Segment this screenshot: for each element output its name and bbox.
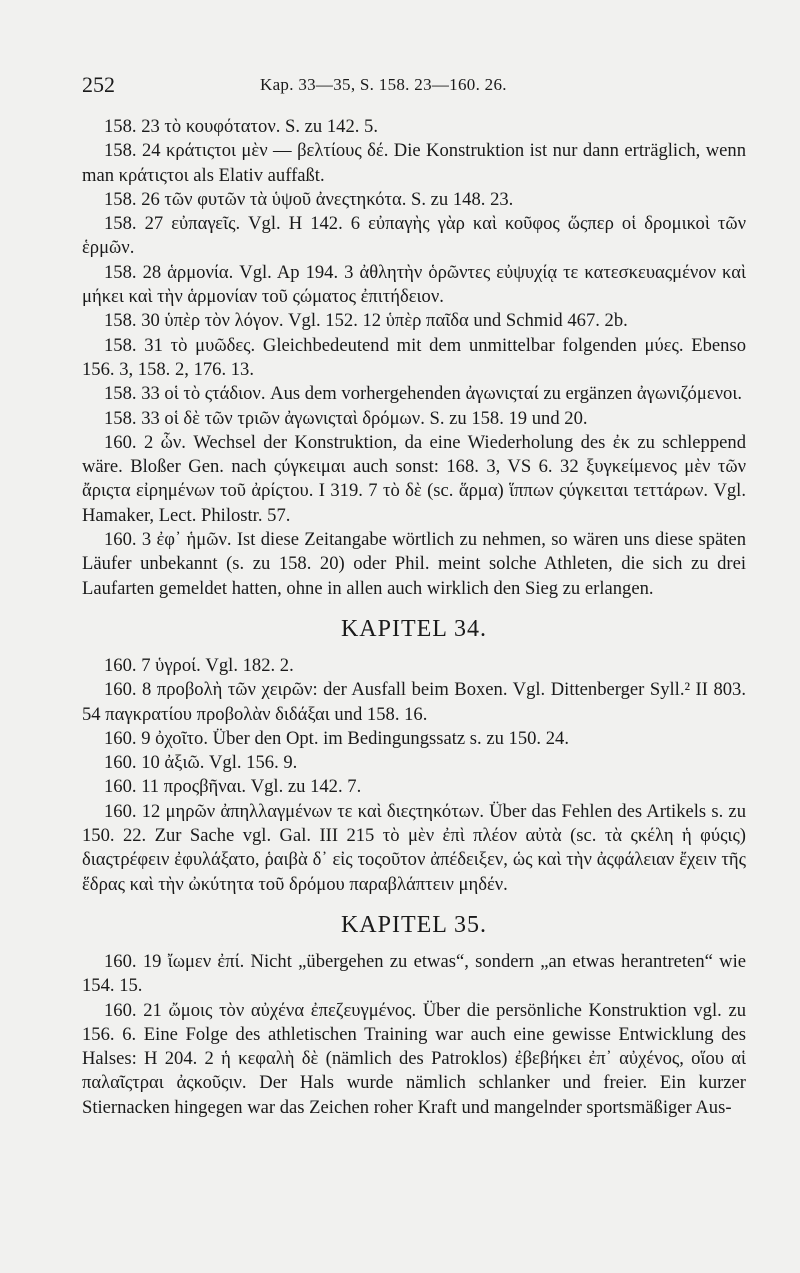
commentary-entry: 158. 26 τῶν φυτῶν τὰ ὑψοῦ ἀνεςτηκότα. S. zu 148. 23. [104, 188, 514, 210]
commentary-entry: 160. 8 προβολὴ τῶν χειρῶν: der Ausfall beim Boxen. Vgl. Dittenberger Syll.² II 803. 54 παγκρατίου προβολὰν διδάξαι und 158. 16. [82, 679, 746, 725]
commentary-entry: 158. 28 ἁρμονία. Vgl. Ap 194. 3 ἀθλητὴν ὁρῶντες εὐψυχίᾳ τε κατεσκευαςμένον καὶ μήκει καὶ τὴν ἁρμονίαν τοῦ ςώματος ἐπιτήδειον. [82, 261, 746, 308]
commentary-entry: 158. 33 οἱ δὲ τῶν τριῶν ἀγωνιςταὶ δρόμων. S. zu 158. 19 und 20. [104, 407, 588, 429]
commentary-entry: 160. 3 ἐφ᾽ ἡμῶν. Ist diese Zeitangabe wörtlich zu nehmen, so wären uns diese späten Läufer unbekannt (s. zu 158. 20) oder Phil. meint solche Athleten, die sich zu drei Laufarten gemeldet hatten, ohne in allen auch wirklich den Sieg zu erlangen. [82, 529, 746, 599]
commentary-entry: 160. 10 ἀξιῶ. Vgl. 156. 9. [104, 752, 298, 774]
commentary-entry: 160. 2 ὧν. Wechsel der Konstruktion, da eine Wiederholung des ἐκ zu schleppend wäre. Bloßer Gen. nach ςύγκειμαι auch sonst: 168. 3, VS 6. 32 ξυγκείμενος μὲν τῶν ἄριςτα εἰρημένων τοῦ ἀρίςτου. I 319. 7 τὸ δὲ (sc. ἅρμα) ἵππων ςύγκειται τεττάρων. Vgl. Hamaker, Lect. Philostr. 57. [82, 431, 746, 526]
page-header [82, 72, 742, 102]
commentary-entry: 160. 11 προςβῆναι. Vgl. zu 142. 7. [104, 776, 362, 798]
page-number: 252 [82, 72, 115, 97]
commentary-entry: 158. 30 ὑπὲρ τὸν λόγον. Vgl. 152. 12 ὑπὲρ παῖδα und Schmid 467. 2b. [104, 310, 628, 332]
commentary-entry: 160. 21 ὤμοις τὸν αὐχένα ἐπεζευγμένος. Über die persönliche Konstruktion vgl. zu 156. 6. Eine Folge des athletischen Training war auch eine gewisse Entwicklung des Halses: H 204. 2 ἡ κεφαλὴ δὲ (nämlich des Patroklos) ἐβεβήκει ἐπ᾽ αὐχένος, οἵου αἱ παλαῖςτραι ἀςκοῦςιν. Der Hals wurde nämlich schlanker und freier. Ein kurzer Stiernacken hingegen war das Zeichen roher Kraft und mangelnder sportsmäßiger Aus- [82, 999, 746, 1118]
body-text [82, 115, 746, 1120]
commentary-entry: 160. 7 ὑγροί. Vgl. 182. 2. [104, 654, 294, 676]
commentary-entry: 160. 12 μηρῶν ἀπηλλαγμένων τε καὶ διεςτηκότων. Über das Fehlen des Artikels s. zu 150. 22. Zur Sache vgl. Gal. III 215 τὸ μὲν ἐπὶ πλέον αὐτὰ (sc. τὰ ςκέλη ἡ φύςις) διαςτρέφειν ἐφυλάξατο, ῥαιβὰ δ᾽ εἰς τοςοῦτον ἀπέδειξεν, ὡς καὶ τὴν ἀςφάλειαν ἔχειν τῆς ἕδρας καὶ τὴν ὠκύτητα τοῦ δρόμου παραβλάπτειν μηδέν. [82, 800, 746, 895]
chapter-heading: KAPITEL 35. [340, 911, 488, 938]
commentary-entry: 158. 33 οἱ τὸ ςτάδιον. Aus dem vorhergehenden ἀγωνιςταί zu ergänzen ἀγωνιζόμενοι. [104, 383, 742, 405]
commentary-entry: 160. 19 ἴωμεν ἐπί. Nicht „übergehen zu etwas“, sondern „an etwas herantreten“ wie 154. 15. [82, 950, 746, 997]
commentary-entry: 158. 31 τὸ μυῶδες. Gleichbedeutend mit dem unmittelbar folgenden μύες. Ebenso 156. 3, 158. 2, 176. 13. [82, 334, 746, 380]
commentary-entry: 158. 27 εὐπαγεῖς. Vgl. H 142. 6 εὐπαγὴς γὰρ καὶ κοῦφος ὥςπερ οἱ δρομικοὶ τῶν ἑρμῶν. [82, 213, 746, 259]
commentary-entry: 158. 23 τὸ κουφότατον. S. zu 142. 5. [104, 116, 378, 137]
running-head: Kap. 33—35, S. 158. 23—160. 26. [260, 75, 507, 94]
commentary-entry: 158. 24 κράτιςτοι μὲν — βελτίους δέ. Die Konstruktion ist nur dann erträglich, wenn man κράτιςτοι als Elativ auffaßt. [82, 140, 746, 186]
chapter-heading: KAPITEL 34. [340, 615, 488, 642]
commentary-entry: 160. 9 ὀχοῖτο. Über den Opt. im Bedingungssatz s. zu 150. 24. [104, 727, 569, 749]
